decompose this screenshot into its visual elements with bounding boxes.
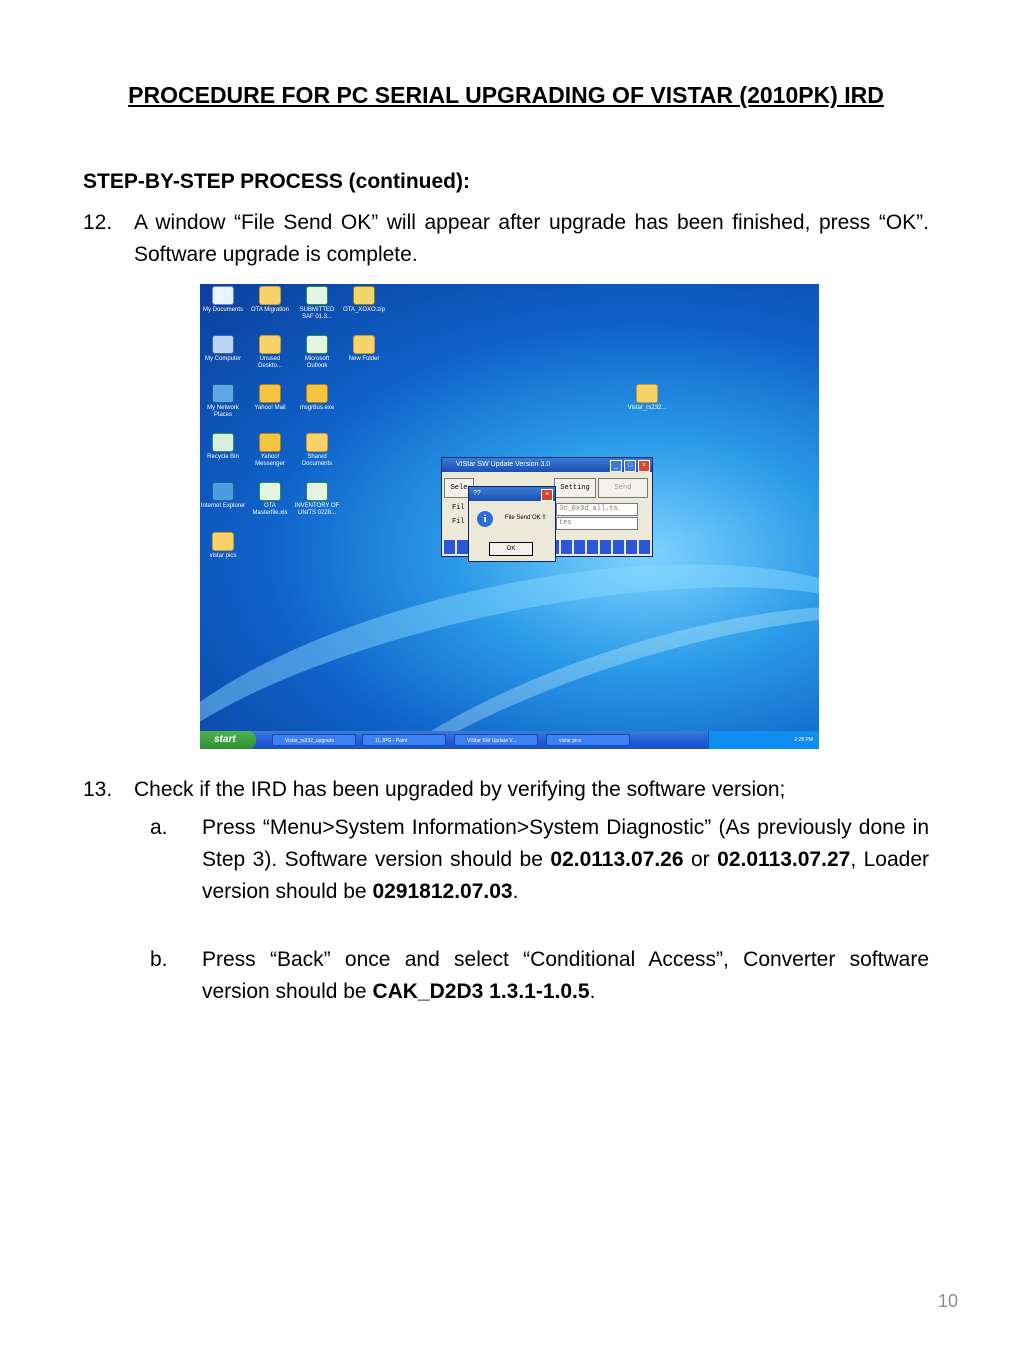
yahoo-mail-icon (259, 384, 281, 403)
step-13-number: 13. (83, 778, 113, 801)
file-label: Fil (452, 504, 465, 512)
desktop-icon[interactable] (200, 286, 246, 314)
desktop-icon[interactable] (624, 384, 670, 412)
zip-icon (353, 286, 375, 305)
desktop-screenshot (200, 284, 819, 749)
step-13a (150, 812, 929, 908)
system-tray (708, 731, 819, 749)
text-run: , Loader version should be (202, 848, 930, 903)
icon-label: Unused Deskto... (258, 356, 282, 369)
close-icon[interactable]: × (541, 489, 553, 501)
maximize-icon[interactable]: □ (624, 460, 636, 472)
excel-icon (259, 482, 281, 501)
icon-label: Vistar_rs232... (627, 405, 667, 411)
step-12 (83, 207, 929, 271)
taskbar-item[interactable]: VIStar SW Update V... (454, 734, 538, 746)
setting-tab[interactable]: Setting (554, 478, 596, 498)
desktop-icon[interactable] (247, 482, 293, 517)
excel-icon (306, 286, 328, 305)
icon-label: OTA Migration (251, 307, 289, 313)
desktop-icon[interactable] (200, 482, 246, 510)
text-run: . (589, 980, 596, 1003)
window-title: VIStar SW Update Version 3.0 (456, 461, 551, 468)
clock: 2:28 PM (794, 737, 813, 743)
step-13a-text (202, 812, 929, 908)
step-13b (150, 944, 929, 1008)
icon-label: Internet Explorer (200, 503, 246, 509)
icon-label: Recycle Bin (207, 454, 239, 460)
desktop-icon[interactable] (200, 384, 246, 419)
desktop-icon[interactable] (294, 433, 340, 468)
text-run: . (512, 880, 519, 903)
desktop-icon[interactable] (294, 384, 340, 412)
section-heading: STEP-BY-STEP PROCESS (continued): (83, 170, 470, 193)
desktop-icon[interactable] (247, 335, 293, 370)
desktop-icon[interactable] (294, 482, 340, 517)
icon-label: New Folder (348, 356, 380, 362)
desktop-icon[interactable] (294, 286, 340, 321)
desktop-icon[interactable] (200, 335, 246, 363)
ie-icon (212, 482, 234, 501)
desktop-icon[interactable] (294, 335, 340, 370)
folder-icon (636, 384, 658, 403)
folder-icon (259, 335, 281, 354)
icon-label: Shared Documents (301, 454, 333, 467)
step-12-text: A window “File Send OK” will appear after upgrade has been finished, press “OK”. Software upgrade is complete. (134, 211, 929, 266)
file-path-input[interactable]: 3c_0x3d_all.ts (556, 503, 638, 516)
icon-label: OTA Masterfile.xls (252, 503, 288, 516)
desktop-icon[interactable] (247, 286, 293, 314)
desktop-icon[interactable] (200, 433, 246, 461)
window-titlebar[interactable] (442, 458, 652, 472)
select-tab[interactable]: Sele (444, 478, 474, 498)
outlook-icon (306, 335, 328, 354)
dialog-titlebar[interactable] (469, 487, 555, 501)
desktop-icon[interactable] (247, 384, 293, 412)
folder-icon (212, 532, 234, 551)
file-label: Fil (452, 518, 465, 526)
desktop-icon[interactable] (341, 286, 387, 314)
folder-icon (306, 433, 328, 452)
computer-icon (212, 335, 234, 354)
excel-icon (306, 482, 328, 501)
step-12-number: 12. (83, 211, 113, 234)
icon-label: msgr8us.exe (299, 405, 335, 411)
icon-label: Yahoo! Mail (254, 405, 286, 411)
recycle-bin-icon (212, 433, 234, 452)
send-button[interactable]: Send (598, 478, 648, 498)
loader-version: 0291812.07.03 (372, 880, 513, 903)
desktop-icon[interactable] (200, 532, 246, 560)
software-version-1: 02.0113.07.26 (550, 848, 684, 871)
page-number: 10 (937, 1291, 958, 1311)
icon-label: Yahoo! Messenger (255, 454, 285, 467)
messenger-icon (306, 384, 328, 403)
page-title: PROCEDURE FOR PC SERIAL UPGRADING OF VISTAR (2010PK) IRD (128, 82, 884, 108)
software-version-2: 02.0113.07.27 (717, 848, 851, 871)
icon-label: Microsoft Outlook (304, 356, 330, 369)
ok-button[interactable]: OK (489, 542, 533, 556)
step-13b-label: b. (150, 948, 168, 971)
documents-icon (212, 286, 234, 305)
network-icon (212, 384, 234, 403)
minimize-icon[interactable]: _ (610, 460, 622, 472)
icon-label: OTA_XOXO.zip (343, 307, 385, 313)
taskbar-item[interactable]: 11.JPG - Paint (362, 734, 446, 746)
text-run: Press “Back” once and select “Conditional Access”, Converter software version should be (202, 948, 929, 1003)
messenger-icon (259, 433, 281, 452)
step-13a-label: a. (150, 816, 168, 839)
text-run: or (683, 848, 718, 871)
icon-label: vistar pics (209, 553, 237, 559)
folder-icon (353, 335, 375, 354)
icon-label: My Network Places (207, 405, 239, 418)
dialog-title: ?? (473, 490, 481, 497)
step-13 (83, 774, 929, 806)
desktop-icon[interactable] (247, 433, 293, 468)
taskbar-item[interactable]: vistar pics (546, 734, 630, 746)
file-send-ok-dialog[interactable] (468, 486, 556, 562)
icon-label: SUBMITTED SAF 01.3... (299, 307, 335, 320)
taskbar (200, 731, 819, 749)
step-13-text: Check if the IRD has been upgraded by verifying the software version; (134, 778, 786, 801)
desktop-icon[interactable] (341, 335, 387, 363)
icon-label: INVENTORY OF UNITS 0228... (294, 503, 340, 516)
converter-version: CAK_D2D3 1.3.1-1.0.5 (372, 980, 590, 1003)
dialog-message: File Send OK !! (505, 515, 546, 521)
icon-label: My Computer (204, 356, 241, 362)
info-icon: i (477, 511, 493, 527)
close-icon[interactable]: × (638, 460, 650, 472)
step-13b-text (202, 944, 929, 1008)
text-run: Press “Menu>System Information>System Diagnostic” (As previously done in Step 3). Software version should be (202, 816, 929, 871)
icon-label: My Documents (202, 307, 243, 313)
start-button[interactable]: start (200, 731, 256, 749)
folder-icon (259, 286, 281, 305)
taskbar-item[interactable]: Vistar_rs232_upgrade (272, 734, 356, 746)
file-size-input[interactable]: tes (556, 517, 638, 530)
